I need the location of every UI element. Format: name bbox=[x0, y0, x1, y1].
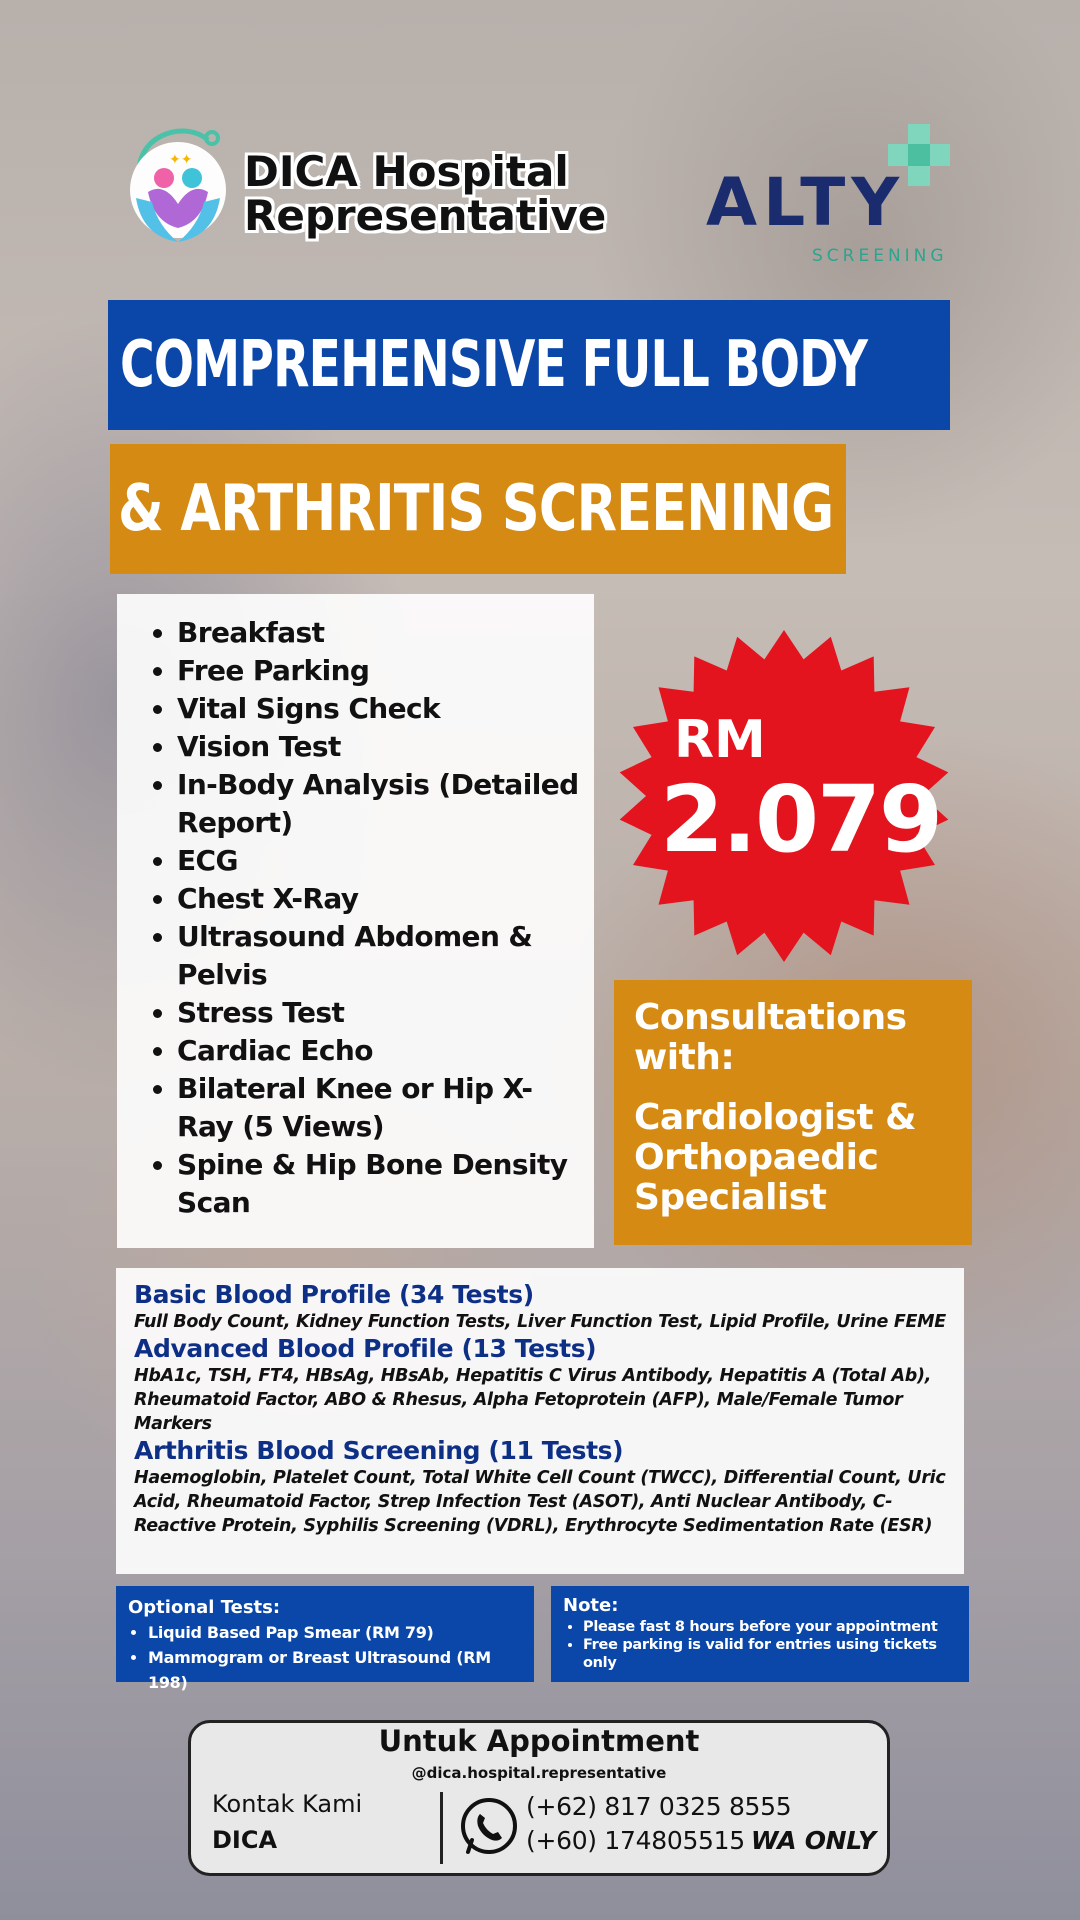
consultations-panel bbox=[614, 980, 972, 1245]
feature-item: • Breakfast bbox=[177, 614, 580, 652]
optional-test-item: • Mammogram or Breast Ultrasound (RM 198) bbox=[148, 1645, 522, 1695]
feature-item: • ECG bbox=[177, 842, 580, 880]
feature-item: • Vision Test bbox=[177, 728, 580, 766]
org-name-line2: Representative bbox=[244, 191, 607, 240]
feature-item: • Ultrasound Abdomen & Pelvis bbox=[177, 918, 580, 994]
org-name-line1: DICA Hospital bbox=[244, 147, 569, 196]
contact-name: DICA bbox=[212, 1826, 278, 1854]
feature-item: • In-Body Analysis (Detailed Report) bbox=[177, 766, 580, 842]
alty-logo-word: ALTY bbox=[706, 164, 906, 241]
phone-number-1[interactable]: (+62) 817 0325 8555 bbox=[526, 1792, 792, 1821]
org-name bbox=[244, 147, 607, 240]
feature-item: • Stress Test bbox=[177, 994, 580, 1032]
features-list bbox=[177, 614, 580, 1222]
note-item: • Free parking is valid for entries using tickets only bbox=[583, 1636, 957, 1672]
advanced-blood-heading: Advanced Blood Profile (13 Tests) bbox=[134, 1334, 597, 1363]
optional-tests-panel bbox=[116, 1586, 534, 1692]
features-panel bbox=[117, 594, 594, 1248]
basic-blood-heading: Basic Blood Profile (34 Tests) bbox=[134, 1280, 534, 1309]
optional-tests-title: Optional Tests: bbox=[128, 1597, 281, 1618]
feature-item: • Chest X-Ray bbox=[177, 880, 580, 918]
consultations-specialists: Cardiologist & Orthopaedic Specialist bbox=[634, 1097, 917, 1218]
note-title: Note: bbox=[563, 1595, 619, 1616]
feature-item: • Free Parking bbox=[177, 652, 580, 690]
alty-logo-subtext: SCREENING bbox=[812, 246, 948, 266]
appointment-title: Untuk Appointment bbox=[378, 1724, 700, 1758]
feature-item: • Cardiac Echo bbox=[177, 1032, 580, 1070]
contact-label: Kontak Kami bbox=[212, 1790, 363, 1818]
arthritis-blood-tests: Haemoglobin, Platelet Count, Total White Cell Count (TWCC), Differential Count, Uric Acid, Rheumatoid Factor, Strep Infection Test (ASOT), Anti Nuclear Antibody, C-Reactive Protein, Syphilis Screening (VDRL), Erythrocyte Sedimentation Rate (ESR) bbox=[134, 1468, 946, 1536]
blood-profiles-panel bbox=[116, 1268, 964, 1574]
consultations-label: Consultations with: bbox=[634, 997, 907, 1078]
feature-item: • Vital Signs Check bbox=[177, 690, 580, 728]
social-handle[interactable]: @dica.hospital.representative bbox=[411, 1764, 667, 1782]
price-currency: RM bbox=[674, 710, 766, 770]
feature-item: • Bilateral Knee or Hip X-Ray (5 Views) bbox=[177, 1070, 580, 1146]
whatsapp-icon[interactable] bbox=[458, 1796, 520, 1858]
feature-item: • Spine & Hip Bone Density Scan bbox=[177, 1146, 580, 1222]
optional-test-item: • Liquid Based Pap Smear (RM 79) bbox=[148, 1620, 522, 1645]
title-line2: & ARTHRITIS SCREENING bbox=[110, 444, 846, 574]
basic-blood-tests: Full Body Count, Kidney Function Tests, Liver Function Test, Lipid Profile, Urine FEME bbox=[134, 1312, 946, 1332]
phone-number-2[interactable] bbox=[526, 1826, 876, 1855]
wa-only-label: WA ONLY bbox=[750, 1826, 876, 1855]
arthritis-blood-heading: Arthritis Blood Screening (11 Tests) bbox=[134, 1436, 624, 1465]
price-amount: 2.079 bbox=[660, 766, 942, 873]
note-item: • Please fast 8 hours before your appointment bbox=[583, 1618, 957, 1636]
contact-divider bbox=[440, 1792, 443, 1864]
title-line1: COMPREHENSIVE FULL BODY bbox=[108, 300, 950, 430]
note-panel bbox=[551, 1586, 969, 1682]
advanced-blood-tests: HbA1c, TSH, FT4, HBsAg, HBsAb, Hepatitis C Virus Antibody, Hepatitis A (Total Ab), Rheumatoid Factor, ABO & Rhesus, Alpha Fetoprotein (AFP), Male/Female Tumor Markers bbox=[134, 1366, 932, 1434]
dica-logo-icon bbox=[122, 118, 234, 250]
svg-text:✦✦: ✦✦ bbox=[169, 152, 193, 168]
phone-number-2-digits[interactable]: (+60) 174805515 bbox=[526, 1826, 745, 1855]
